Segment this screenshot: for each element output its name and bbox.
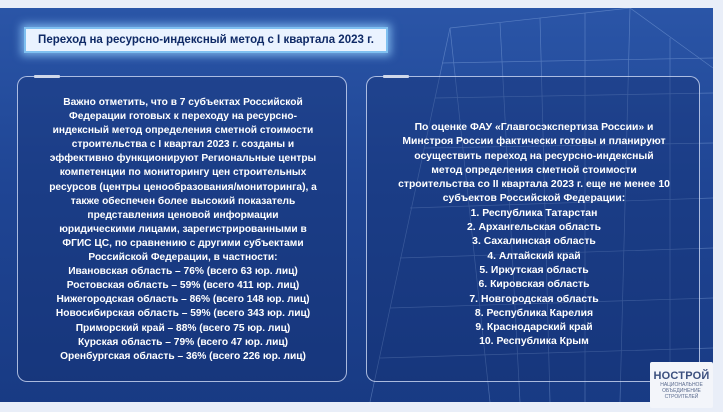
- intro-line: строительства с I квартал 2023 г. созданы и: [71, 139, 295, 151]
- panel-dash-decoration: [383, 75, 409, 78]
- region-stat: Приморский край – 88% (всего 75 юр. лиц): [75, 322, 291, 334]
- intro-line: Российской Федерации, в частности:: [88, 252, 278, 264]
- region-list-item: 9. Краснодарский край: [475, 322, 593, 334]
- region-list-item: 6. Кировская область: [478, 279, 590, 291]
- intro-line: юридическими лицами, зарегистрированными в: [59, 223, 307, 235]
- panel-dash-decoration: [34, 75, 60, 78]
- bottom-band: [0, 402, 723, 412]
- left-panel: [17, 76, 347, 382]
- region-list-item: 1. Республика Татарстан: [470, 207, 598, 219]
- intro-line: осуществить переход на ресурсно-индексный: [414, 150, 654, 162]
- region-stat: Курская область – 79% (всего 47 юр. лиц): [77, 336, 289, 348]
- right-panel-text: [379, 121, 689, 350]
- region-stat: Нижегородская область – 86% (всего 148 юр. лиц): [56, 294, 310, 306]
- right-panel: [366, 76, 700, 382]
- region-list-item: 3. Сахалинская область: [472, 236, 596, 248]
- intro-line: представления ценовой информации: [87, 209, 279, 221]
- intro-line: метод определения сметной стоимости: [431, 164, 637, 176]
- region-list-item: 2. Архангельская область: [466, 222, 602, 234]
- intro-line: По оценке ФАУ «Главгосэкспертиза России» и: [414, 122, 654, 133]
- intro-line: субъектов Российской Федерации:: [442, 193, 626, 205]
- right-band: [713, 0, 723, 412]
- nostroy-logo: [650, 362, 713, 408]
- intro-line: также обеспечен более высокий показатель: [70, 195, 296, 207]
- page-title: Переход на ресурсно-индексный метод с I квартала 2023 г.: [38, 34, 374, 46]
- region-stat: Ивановская область – 76% (всего 63 юр. лиц): [68, 266, 298, 278]
- region-stat: Оренбургская область – 36% (всего 226 юр. лиц): [60, 350, 306, 362]
- intro-line: индексный метод определения сметной стоимости: [52, 125, 314, 137]
- region-list-item: 10. Республика Крым: [479, 336, 589, 348]
- region-list-item: 8. Республика Карелия: [474, 307, 594, 319]
- intro-line: Важно отметить, что в 7 субъектах Российской: [63, 97, 303, 108]
- region-list-item: 4. Алтайский край: [487, 250, 581, 262]
- region-stat: Новосибирская область – 59% (всего 343 юр. лиц): [55, 308, 311, 320]
- intro-line: Минстроя России фактически готовы и планируют: [402, 136, 666, 148]
- top-band: [0, 0, 723, 8]
- title-box: [24, 27, 388, 53]
- logo-subtitle: НАЦИОНАЛЬНОЕ ОБЪЕДИНЕНИЕ СТРОИТЕЛЕЙ: [660, 382, 703, 400]
- left-panel-text: [32, 96, 334, 364]
- intro-line: ресурсов (центры ценообразования/мониторинга), а: [49, 181, 317, 193]
- intro-line: компетенции по мониторингу цен строительных: [59, 167, 307, 179]
- region-list-item: 5. Иркутская область: [479, 264, 589, 276]
- logo-name: НОСТРОЙ: [653, 370, 710, 382]
- region-stat: Ростовская область – 59% (всего 411 юр. лиц): [66, 280, 300, 292]
- intro-line: Федерации готовых к переходу на ресурсно-: [69, 111, 297, 123]
- region-list-item: 7. Новгородская область: [469, 293, 599, 305]
- intro-line: ФГИС ЦС, по сравнению с другими субъектами: [62, 237, 304, 249]
- intro-line: эффективно функционируют Региональные центры: [49, 153, 317, 165]
- intro-line: строительства со II квартала 2023 г. еще не менее 10: [398, 179, 670, 191]
